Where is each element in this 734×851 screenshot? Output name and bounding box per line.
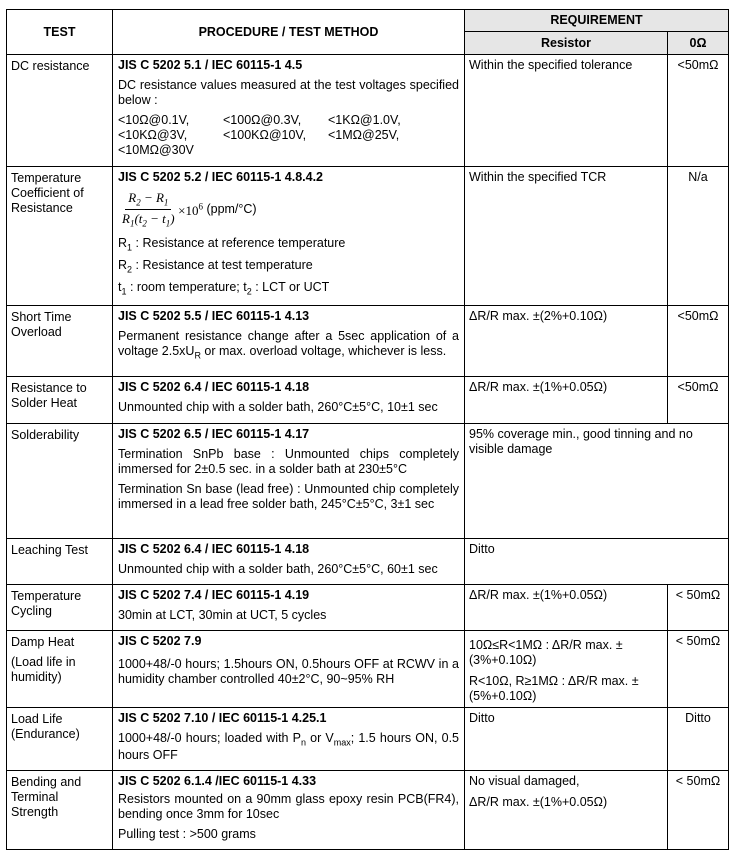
- procedure-text: 30min at LCT, 30min at UCT, 5 cycles: [118, 607, 327, 622]
- resistor-requirement: [465, 770, 668, 849]
- formula-fraction: $\frac{R_2 - R_1}{R_1(t_2 - t_1)}$: [122, 190, 175, 229]
- test-name-sub: (Load life in humidity): [11, 654, 76, 684]
- header-procedure: PROCEDURE / TEST METHOD: [113, 10, 465, 55]
- procedure-cell: [113, 167, 465, 306]
- test-name: Load Life (Endurance): [7, 707, 113, 770]
- voltage-item: <1MΩ@25V,: [328, 128, 400, 142]
- resistor-requirement: ΔR/R max. ±(2%+0.10Ω): [465, 305, 668, 376]
- test-name: DC resistance: [7, 55, 113, 167]
- zero-ohm-requirement: < 50mΩ: [668, 584, 729, 630]
- procedure-text: DC resistance values measured at the test voltages specified below :: [118, 78, 459, 107]
- procedure-cell: [113, 584, 465, 630]
- table-row: [7, 55, 729, 167]
- voltage-item: <10KΩ@3V,: [118, 128, 188, 142]
- resistor-requirement-line: R<10Ω, R≥1MΩ : ΔR/R max. ±(5%+0.10Ω): [469, 673, 639, 703]
- resistor-requirement: Within the specified TCR: [465, 167, 668, 306]
- standard-ref: JIS C 5202 6.5 / IEC 60115-1 4.17: [118, 426, 310, 441]
- procedure-text: Termination SnPb base : Unmounted chips completely immersed for 2±0.5 sec. in a solder bath at 230±5°C: [118, 446, 459, 476]
- resistor-requirement-line: No visual damaged,: [469, 773, 580, 788]
- procedure-cell: [113, 770, 465, 849]
- test-name: Temperature Cycling: [7, 584, 113, 630]
- resistor-requirement: ΔR/R max. ±(1%+0.05Ω): [465, 376, 668, 423]
- voltage-item: <1KΩ@1.0V,: [328, 113, 401, 127]
- standard-ref: JIS C 5202 7.10 / IEC 60115-1 4.25.1: [118, 710, 327, 725]
- voltage-item: <10MΩ@30V: [118, 143, 194, 157]
- test-name: Resistance to Solder Heat: [7, 376, 113, 423]
- standard-ref: JIS C 5202 6.1.4 /IEC 60115-1 4.33: [118, 773, 317, 788]
- procedure-text: Unmounted chip with a solder bath, 260°C±5°C, 60±1 sec: [118, 561, 438, 576]
- table-row: [7, 770, 729, 849]
- table-row: [7, 538, 729, 584]
- test-name: Solderability: [7, 423, 113, 538]
- test-spec-table: [6, 9, 729, 850]
- procedure-text: Termination Sn base (lead free) : Unmounted chip completely immersed in a lead free solder bath, 245°C±5°C, 3±1 sec: [118, 481, 459, 511]
- procedure-cell: [113, 630, 465, 707]
- procedure-cell: [113, 55, 465, 167]
- table-row: [7, 630, 729, 707]
- resistor-requirement: Ditto: [465, 538, 729, 584]
- procedure-text: Unmounted chip with a solder bath, 260°C±5°C, 10±1 sec: [118, 399, 438, 414]
- header-resistor: Resistor: [465, 32, 668, 55]
- test-name: Short Time Overload: [7, 305, 113, 376]
- table-row: [7, 167, 729, 306]
- zero-ohm-requirement: < 50mΩ: [668, 770, 729, 849]
- procedure-text: 1000+48/-0 hours; 1.5hours ON, 0.5hours OFF at RCWV in a humidity chamber controlled 40±2°C, 90~95% RH: [118, 656, 459, 686]
- formula-unit: (ppm/°C): [206, 202, 257, 217]
- standard-ref: JIS C 5202 7.9: [118, 633, 202, 648]
- procedure-text: 1000+48/-0 hours; loaded with $P_n$ or $V_{max}$; 1.5 hours ON, 0.5 hours OFF: [118, 730, 460, 762]
- zero-ohm-requirement: < 50mΩ: [668, 630, 729, 707]
- test-name: Leaching Test: [7, 538, 113, 584]
- test-name: Damp Heat: [11, 634, 75, 649]
- standard-ref: JIS C 5202 7.4 / IEC 60115-1 4.19: [118, 587, 310, 602]
- resistor-requirement: Ditto: [465, 707, 668, 770]
- test-name: Temperature Coefficient of Resistance: [7, 167, 113, 306]
- test-name-cell: [7, 630, 113, 707]
- table-row: [7, 423, 729, 538]
- table-row: [7, 305, 729, 376]
- test-name: Bending and Terminal Strength: [7, 770, 113, 849]
- zero-ohm-requirement: <50mΩ: [668, 376, 729, 423]
- resistor-requirement: 95% coverage min., good tinning and no visible damage: [465, 423, 729, 538]
- zero-ohm-requirement: N/a: [668, 167, 729, 306]
- zero-ohm-requirement: Ditto: [668, 707, 729, 770]
- header-requirement: REQUIREMENT: [465, 10, 729, 32]
- procedure-cell: [113, 423, 465, 538]
- voltage-item: <100Ω@0.3V,: [223, 113, 302, 127]
- standard-ref: JIS C 5202 5.2 / IEC 60115-1 4.8.4.2: [118, 170, 324, 184]
- tcr-formula: $\frac{R_2 - R_1}{R_1(t_2 - t_1)}$ $\times 10^6$ (ppm/°C): [122, 190, 257, 229]
- procedure-cell: [113, 707, 465, 770]
- standard-ref: JIS C 5202 5.1 / IEC 60115-1 4.5: [118, 58, 303, 72]
- voltage-item: <100KΩ@10V,: [223, 128, 307, 142]
- definition-r1: $R_1$ : Resistance at reference temperature: [118, 235, 346, 253]
- header-zero-ohm: 0Ω: [668, 32, 729, 55]
- definition-t: $t_1$ : room temperature; $t_2$ : LCT or UCT: [118, 280, 330, 297]
- zero-ohm-requirement: <50mΩ: [668, 305, 729, 376]
- resistor-requirement: [465, 630, 668, 707]
- procedure-text: Resistors mounted on a 90mm glass epoxy resin PCB(FR4), bending once 3mm for 10sec: [118, 791, 459, 821]
- table-row: [7, 707, 729, 770]
- resistor-requirement: Within the specified tolerance: [465, 55, 668, 167]
- standard-ref: JIS C 5202 5.5 / IEC 60115-1 4.13: [118, 308, 310, 323]
- standard-ref: JIS C 5202 6.4 / IEC 60115-1 4.18: [118, 379, 310, 394]
- procedure-cell: [113, 305, 465, 376]
- voltage-item: <10Ω@0.1V,: [118, 113, 190, 127]
- table-row: [7, 376, 729, 423]
- procedure-cell: [113, 376, 465, 423]
- zero-ohm-requirement: <50mΩ: [668, 55, 729, 167]
- definition-r2: $R_2$ : Resistance at test temperature: [118, 258, 313, 275]
- voltage-list: [118, 113, 459, 158]
- procedure-text: Permanent resistance change after a 5sec application of a voltage $2.5xU_R$ or max. overload voltage, whichever is less.: [118, 328, 459, 361]
- resistor-requirement: ΔR/R max. ±(1%+0.05Ω): [465, 584, 668, 630]
- standard-ref: JIS C 5202 6.4 / IEC 60115-1 4.18: [118, 541, 310, 556]
- header-test: TEST: [7, 10, 113, 55]
- procedure-cell: [113, 538, 465, 584]
- resistor-requirement-line: ΔR/R max. ±(1%+0.05Ω): [469, 794, 608, 809]
- resistor-requirement-line: 10Ω≤R<1MΩ : ΔR/R max. ±(3%+0.10Ω): [469, 637, 623, 667]
- table-row: [7, 584, 729, 630]
- procedure-text: Pulling test : >500 grams: [118, 826, 256, 841]
